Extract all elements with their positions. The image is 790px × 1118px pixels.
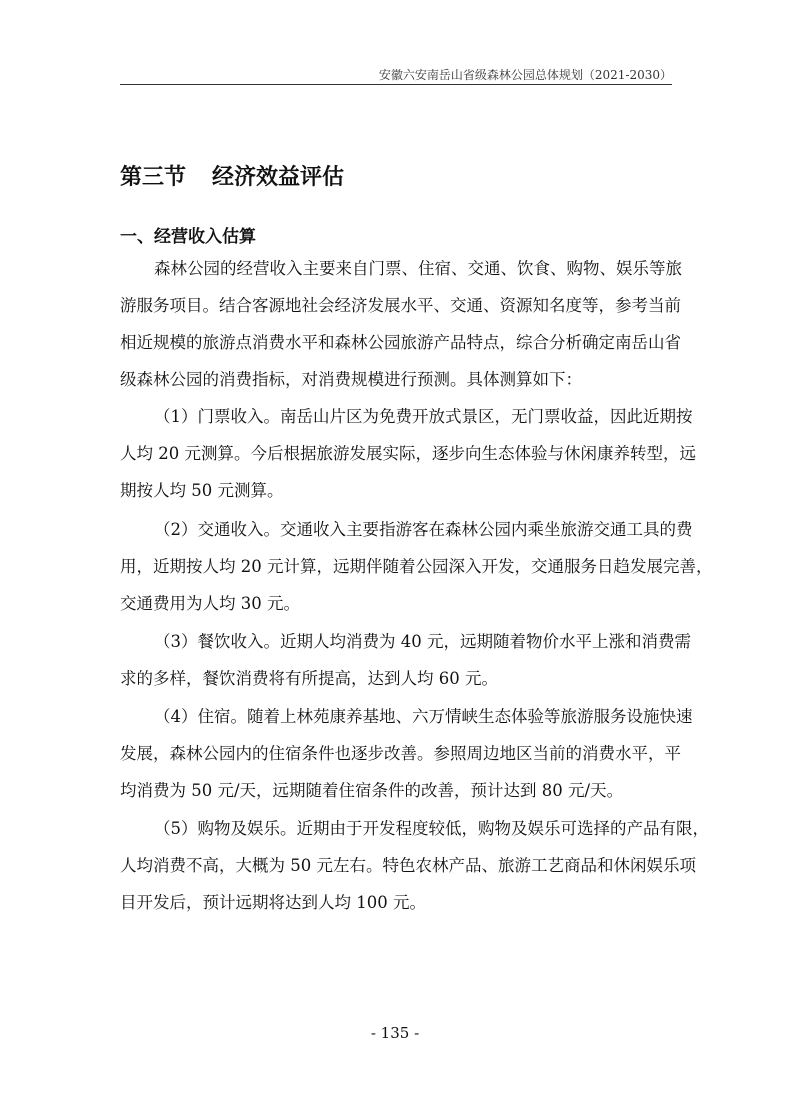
- section-title: [120, 160, 344, 191]
- header-rule: [120, 84, 672, 85]
- paragraph-line: （3）餐饮收入。近期人均消费为 40 元，远期随着物价水平上涨和消费需: [154, 632, 691, 651]
- section-heading: 经济效益评估: [212, 165, 345, 190]
- paragraph-line: 相近规模的旅游点消费水平和森林公园旅游产品特点，综合分析确定南岳山省: [120, 333, 681, 352]
- paragraph-line: 求的多样，餐饮消费将有所提高，达到人均 60 元。: [120, 669, 498, 688]
- paragraph-line: （4）住宿。随着上林苑康养基地、六万情峡生态体验等旅游服务设施快速: [154, 707, 693, 726]
- paragraph-line: （5）购物及娱乐。近期由于开发程度较低，购物及娱乐可选择的产品有限，: [154, 819, 709, 838]
- paragraph-line: 均消费为 50 元/天，远期随着住宿条件的改善，预计达到 80 元/天。: [120, 781, 624, 800]
- paragraph-line: 发展，森林公园内的住宿条件也逐步改善。参照周边地区当前的消费水平，平: [120, 744, 681, 763]
- paragraph-line: 人均消费不高，大概为 50 元左右。特色农林产品、旅游工艺商品和休闲娱乐项: [120, 856, 696, 875]
- paragraph-line: 目开发后，预计远期将达到人均 100 元。: [120, 893, 426, 912]
- subsection-title: 一、经营收入估算: [120, 227, 256, 247]
- paragraph-line: （2）交通收入。交通收入主要指游客在森林公园内乘坐旅游交通工具的费: [154, 520, 693, 539]
- paragraph-line: 级森林公园的消费指标，对消费规模进行预测。具体测算如下：: [120, 370, 582, 389]
- paragraph-line: 人均 20 元测算。今后根据旅游发展实际，逐步向生态体验与休闲康养转型，远: [120, 444, 696, 463]
- page-number: - 135 -: [370, 1024, 420, 1042]
- paragraph-line: 用，近期按人均 20 元计算，远期伴随着公园深入开发，交通服务日趋发展完善，: [120, 557, 713, 576]
- paragraph-line: 森林公园的经营收入主要来自门票、住宿、交通、饮食、购物、娱乐等旅: [154, 259, 682, 278]
- paragraph-line: 游服务项目。结合客源地社会经济发展水平、交通、资源知名度等，参考当前: [120, 296, 681, 315]
- section-number: 第三节: [120, 165, 187, 190]
- paragraph-line: 期按人均 50 元测算。: [120, 481, 284, 500]
- paragraph-line: 交通费用为人均 30 元。: [120, 594, 300, 613]
- running-header: 安徽六安南岳山省级森林公园总体规划（2021-2030）: [378, 68, 672, 82]
- paragraph-line: （1）门票收入。南岳山片区为免费开放式景区，无门票收益，因此近期按: [154, 407, 693, 426]
